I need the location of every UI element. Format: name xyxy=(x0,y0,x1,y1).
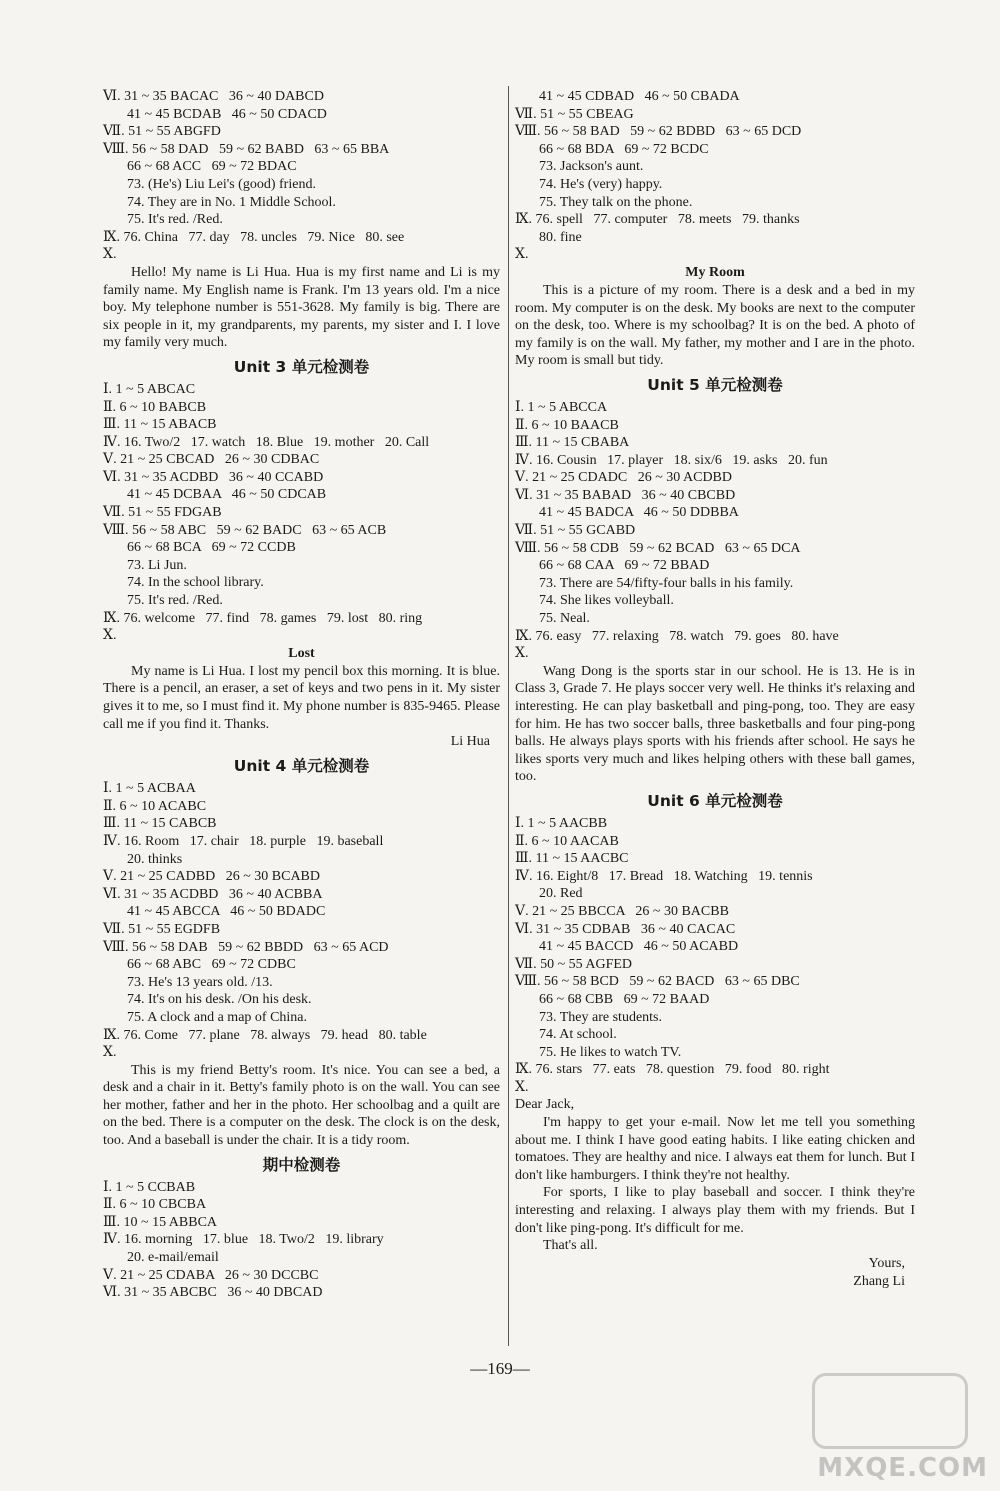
page-number: —169— xyxy=(470,1359,530,1378)
answer-line: 75. It's red. /Red. xyxy=(127,593,223,609)
answer-line: Ⅴ. 21 ~ 25 CDADC 26 ~ 30 ACDBD xyxy=(515,470,732,486)
answer-line: Ⅶ. 51 ~ 55 FDGAB xyxy=(103,505,222,521)
answer-line: 73. Li Jun. xyxy=(127,557,187,573)
answer-line: 41 ~ 45 BCDAB 46 ~ 50 CDACD xyxy=(127,106,327,122)
letter-paragraph: That's all. xyxy=(543,1238,598,1254)
watermark-logo xyxy=(788,1363,988,1483)
answer-line: Ⅷ. 56 ~ 58 BCD 59 ~ 62 BACD 63 ~ 65 DBC xyxy=(515,974,800,990)
answer-line: Ⅳ. 16. morning 17. blue 18. Two/2 19. library xyxy=(103,1232,384,1248)
letter-signature: Zhang Li xyxy=(853,1273,905,1289)
section-heading: Unit 5 单元检测卷 xyxy=(647,375,783,394)
answer-line: 41 ~ 45 BACCD 46 ~ 50 ACABD xyxy=(539,939,739,955)
answer-line: 80. fine xyxy=(539,229,582,245)
answer-line: 74. It's on his desk. /On his desk. xyxy=(127,992,312,1008)
answer-line: Ⅲ. 10 ~ 15 ABBCA xyxy=(103,1214,218,1230)
answer-line: Ⅵ. 31 ~ 35 BACAC 36 ~ 40 DABCD xyxy=(103,89,324,104)
answer-line: 66 ~ 68 BDA 69 ~ 72 BCDC xyxy=(539,141,709,157)
answer-line: Ⅲ. 11 ~ 15 AACBC xyxy=(515,851,629,867)
answer-line: Ⅱ. 6 ~ 10 ACABC xyxy=(103,798,207,814)
answer-line: Ⅷ. 56 ~ 58 ABC 59 ~ 62 BADC 63 ~ 65 ACB xyxy=(103,522,387,538)
letter-paragraph: I'm happy to get your e-mail. Now let me tell you something about me. I think I have good eating habits. I like eating chicken and tomatoes. They are healthy and nice. I always eat them for lunch. But I don't like hamburgers. I think they're not healthy. xyxy=(515,1115,915,1183)
answer-line: Ⅵ. 31 ~ 35 BABAD 36 ~ 40 CBCBD xyxy=(515,487,736,503)
essay-paragraph: My name is Li Hua. I lost my pencil box this morning. It is blue. There is a pencil, an eraser, a set of keys and two pens in it. My sister gives it to me, so I must find it. My phone number is 835-9465. Please call me if you find it. Thanks. xyxy=(103,663,500,732)
answer-line: Ⅹ. xyxy=(103,1045,117,1061)
answer-line: Ⅸ. 76. easy 77. relaxing 78. watch 79. goes 80. have xyxy=(515,628,839,644)
answer-line: Ⅹ. xyxy=(515,1079,529,1095)
section-heading: 期中检测卷 xyxy=(262,1155,341,1174)
answer-line: Ⅰ. 1 ~ 5 ABCCA xyxy=(515,399,608,415)
column-divider xyxy=(508,86,509,1346)
answer-line: Ⅷ. 56 ~ 58 DAD 59 ~ 62 BABD 63 ~ 65 BBA xyxy=(103,141,390,157)
answer-line: 20. Red xyxy=(539,886,583,902)
answer-line: Ⅱ. 6 ~ 10 AACAB xyxy=(515,833,619,849)
essay-title: My Room xyxy=(685,264,745,280)
answer-line: Ⅳ. 16. Cousin 17. player 18. six/6 19. asks 20. fun xyxy=(515,452,828,468)
answer-line: Ⅳ. 16. Two/2 17. watch 18. Blue 19. mother 20. Call xyxy=(103,434,430,450)
essay-signature: Li Hua xyxy=(450,734,490,750)
watermark-badge-icon xyxy=(812,1373,968,1449)
left-column xyxy=(103,88,500,1302)
answer-line: 75. Neal. xyxy=(539,611,590,627)
answer-line: Ⅳ. 16. Room 17. chair 18. purple 19. baseball xyxy=(103,833,384,849)
answer-line: 41 ~ 45 DCBAA 46 ~ 50 CDCAB xyxy=(127,487,327,503)
answer-line: 74. At school. xyxy=(539,1027,617,1043)
answer-line: Ⅸ. 76. welcome 77. find 78. games 79. lost 80. ring xyxy=(103,610,423,626)
essay-paragraph: Hello! My name is Li Hua. Hua is my first name and Li is my family name. My English name is Frank. I'm 13 years old. I'm a nice boy. My telephone number is 551-3628. My family is big. There are six people in it, my grandparents, my parents, my sister and I. I love my family very much. xyxy=(103,264,500,351)
answer-line: Ⅹ. xyxy=(103,247,117,263)
answer-line: 73. (He's) Liu Lei's (good) friend. xyxy=(127,176,316,192)
answer-line: Ⅶ. 50 ~ 55 AGFED xyxy=(515,956,633,972)
answer-line: 74. He's (very) happy. xyxy=(539,176,663,192)
answer-line: 75. He likes to watch TV. xyxy=(539,1044,682,1060)
answer-line: Ⅷ. 56 ~ 58 DAB 59 ~ 62 BBDD 63 ~ 65 ACD xyxy=(103,939,389,955)
letter-closing: Yours, xyxy=(868,1255,905,1271)
answer-line: Ⅴ. 21 ~ 25 CBCAD 26 ~ 30 CDBAC xyxy=(103,452,320,468)
letter-paragraph: For sports, I like to play baseball and soccer. I think they're interesting and relaxing. I always play them with my friends. But I don't like ping-pong. It's difficult for me. xyxy=(515,1185,915,1236)
answer-line: Ⅴ. 21 ~ 25 BBCCA 26 ~ 30 BACBB xyxy=(515,903,729,919)
answer-line: Ⅹ. xyxy=(515,646,529,662)
essay-paragraph: This is a picture of my room. There is a desk and a bed in my room. My computer is on the desk. My books are next to the computer on the desk, too. Where is my schoolbag? It is on the bed. A photo of my family is on the wall. My father, my mother and I are in the photo. My room is small but tidy. xyxy=(515,282,915,369)
answer-line: Ⅸ. 76. stars 77. eats 78. question 79. food 80. right xyxy=(515,1062,830,1078)
answer-line: Ⅸ. 76. Come 77. plane 78. always 79. head 80. table xyxy=(103,1027,427,1043)
answer-line: 66 ~ 68 ABC 69 ~ 72 CDBC xyxy=(127,957,296,973)
answer-line: 41 ~ 45 CDBAD 46 ~ 50 CBADA xyxy=(539,89,740,104)
answer-line: Ⅰ. 1 ~ 5 ACBAA xyxy=(103,781,196,797)
answer-line: 75. A clock and a map of China. xyxy=(127,1009,308,1025)
answer-line: 73. There are 54/fifty-four balls in his family. xyxy=(539,575,794,591)
watermark-text: MXQE.COM xyxy=(817,1453,988,1483)
answer-line: Ⅷ. 56 ~ 58 CDB 59 ~ 62 BCAD 63 ~ 65 DCA xyxy=(515,540,801,556)
answer-line: 20. thinks xyxy=(127,851,183,867)
essay-paragraph: This is my friend Betty's room. It's nice. You can see a bed, a desk and a chair in it. Betty's family photo is on the wall. You can see her mother, father and her in the photo. Her schoolbag and a quilt are on the bed. There is a computer on the desk. The clock is on the desk, too. And a baseball is under the chair. It is a tidy room. xyxy=(103,1062,500,1149)
answer-line: Ⅲ. 11 ~ 15 ABACB xyxy=(103,417,217,433)
answer-line: Ⅴ. 21 ~ 25 CDABA 26 ~ 30 DCCBC xyxy=(103,1267,319,1283)
answer-line: Ⅶ. 51 ~ 55 GCABD xyxy=(515,523,636,539)
answer-line: 73. Jackson's aunt. xyxy=(539,159,644,175)
answer-line: Ⅹ. xyxy=(515,247,529,263)
answer-line: 66 ~ 68 CBB 69 ~ 72 BAAD xyxy=(539,991,710,1007)
answer-line: 66 ~ 68 BCA 69 ~ 72 CCDB xyxy=(127,540,296,556)
answer-line: Ⅵ. 31 ~ 35 ACDBD 36 ~ 40 ACBBA xyxy=(103,886,323,902)
answer-line: Ⅲ. 11 ~ 15 CBABA xyxy=(515,435,630,451)
answer-line: 66 ~ 68 CAA 69 ~ 72 BBAD xyxy=(539,558,710,574)
answer-line: Ⅹ. xyxy=(103,628,117,644)
answer-line: Ⅰ. 1 ~ 5 CCBAB xyxy=(103,1179,196,1195)
answer-line: 41 ~ 45 BADCA 46 ~ 50 DDBBA xyxy=(539,505,739,521)
answer-line: Ⅲ. 11 ~ 15 CABCB xyxy=(103,816,217,832)
answer-line: Ⅰ. 1 ~ 5 AACBB xyxy=(515,815,608,831)
answer-line: Ⅷ. 56 ~ 58 BAD 59 ~ 62 BDBD 63 ~ 65 DCD xyxy=(515,124,802,140)
answer-line: 74. She likes volleyball. xyxy=(539,593,674,609)
answer-line: 73. He's 13 years old. /13. xyxy=(127,974,273,990)
answer-line: Ⅸ. 76. spell 77. computer 78. meets 79. thanks xyxy=(515,212,800,228)
answer-line: Ⅳ. 16. Eight/8 17. Bread 18. Watching 19. tennis xyxy=(515,868,813,884)
right-column xyxy=(515,88,915,1291)
answer-line: 20. e-mail/email xyxy=(127,1250,219,1266)
essay-paragraph: Wang Dong is the sports star in our school. He is 13. He is in Class 3, Grade 7. He plays soccer very well. He thinks it's relaxing and interesting. He can play basketball and ping-pong, too. They are easy for him. He has two soccer balls, three basketballs and four ping-pong balls. He always plays sports with his friends after school. He says he likes sports very much and likes helping others with these ball games, too. xyxy=(515,663,915,785)
answer-line: Ⅱ. 6 ~ 10 BAACB xyxy=(515,417,619,433)
answer-line: 74. In the school library. xyxy=(127,575,264,591)
section-heading: Unit 4 单元检测卷 xyxy=(233,757,370,776)
answer-line: Ⅱ. 6 ~ 10 CBCBA xyxy=(103,1197,207,1213)
section-heading: Unit 6 单元检测卷 xyxy=(647,791,783,810)
section-heading: Unit 3 单元检测卷 xyxy=(233,357,370,376)
answer-line: Ⅵ. 31 ~ 35 ACDBD 36 ~ 40 CCABD xyxy=(103,469,324,485)
answer-line: Ⅶ. 51 ~ 55 CBEAG xyxy=(515,106,634,122)
answer-line: 66 ~ 68 ACC 69 ~ 72 BDAC xyxy=(127,159,297,175)
answer-line: Ⅶ. 51 ~ 55 ABGFD xyxy=(103,124,221,140)
essay-title: Lost xyxy=(288,645,315,661)
answer-line: Ⅶ. 51 ~ 55 EGDFB xyxy=(103,921,221,937)
answer-line: 74. They are in No. 1 Middle School. xyxy=(127,194,336,210)
answer-line: 75. It's red. /Red. xyxy=(127,212,223,228)
answer-line: 75. They talk on the phone. xyxy=(539,194,693,210)
answer-line: Ⅱ. 6 ~ 10 BABCB xyxy=(103,399,207,415)
answer-line: Ⅴ. 21 ~ 25 CADBD 26 ~ 30 BCABD xyxy=(103,869,320,885)
letter-greeting: Dear Jack, xyxy=(515,1097,575,1113)
answer-line: Ⅵ. 31 ~ 35 CDBAB 36 ~ 40 CACAC xyxy=(515,921,736,937)
answer-line: Ⅸ. 76. China 77. day 78. uncles 79. Nice 80. see xyxy=(103,229,405,245)
answer-line: Ⅵ. 31 ~ 35 ABCBC 36 ~ 40 DBCAD xyxy=(103,1285,323,1301)
answer-line: 41 ~ 45 ABCCA 46 ~ 50 BDADC xyxy=(127,904,326,920)
answer-line: Ⅰ. 1 ~ 5 ABCAC xyxy=(103,381,196,397)
answer-line: 73. They are students. xyxy=(539,1009,662,1025)
